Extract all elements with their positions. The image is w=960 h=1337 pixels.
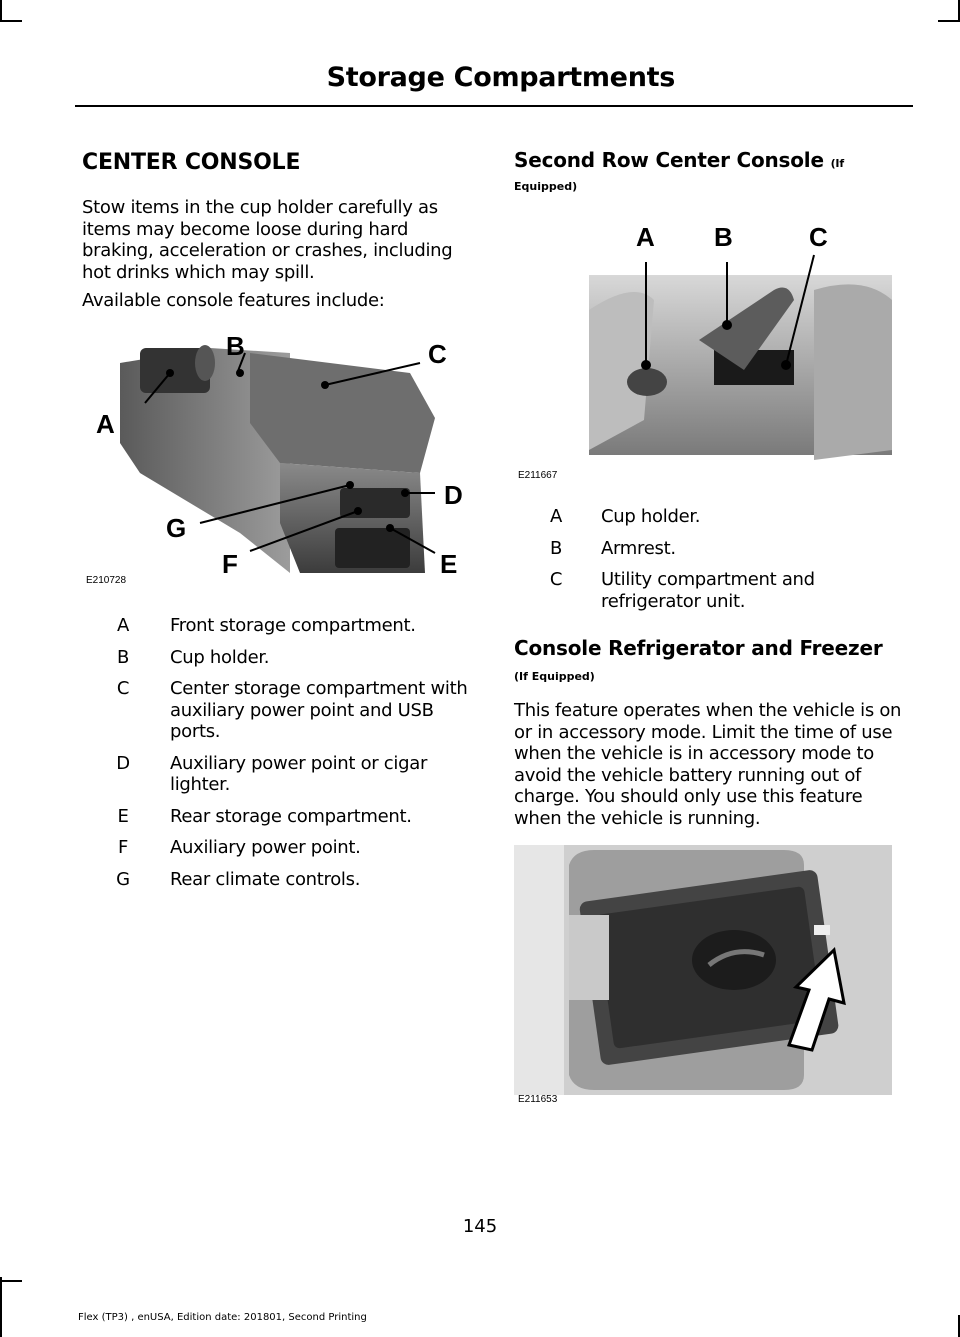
- legend-text: Auxiliary power point or cigar lighter.: [170, 752, 428, 795]
- legend-letter: A: [549, 506, 562, 527]
- callout-a: A: [96, 409, 115, 439]
- refrigerator-illustration: [514, 845, 892, 1095]
- second-row-heading: [514, 148, 844, 172]
- crop-mark-bottom-left: [0, 1277, 2, 1337]
- legend-text: Armrest.: [601, 537, 676, 559]
- legend-letter: B: [549, 537, 563, 559]
- page-header-title: Storage Compartments: [326, 62, 675, 93]
- features-intro: Available console features include:: [82, 290, 385, 311]
- legend-text: Rear storage compartment.: [170, 805, 412, 827]
- callout-f: F: [222, 549, 238, 579]
- figure-code: E211667: [518, 470, 558, 481]
- legend-row: [110, 678, 470, 743]
- second-row-console-illustration: [514, 220, 892, 485]
- center-console-heading: CENTER CONSOLE: [82, 150, 301, 175]
- crop-mark-top-right: [938, 20, 960, 22]
- second-row-legend: [543, 506, 903, 622]
- legend-letter: D: [116, 752, 130, 774]
- refrigerator-body: This feature operates when the vehicle is on or in accessory mode. Limit the time of use when the vehicle is in accessory mode to avoid the vehicle battery running out of charge. You should only use this feature when the vehicle is running.: [514, 700, 902, 829]
- header-rule: [75, 105, 913, 107]
- legend-text: Front storage compartment.: [170, 615, 416, 636]
- legend-letter: A: [116, 615, 129, 636]
- callout-g: G: [166, 513, 187, 543]
- legend-row: [110, 869, 470, 891]
- legend-text: Center storage compartment with auxiliary power point and USB ports.: [170, 678, 468, 742]
- center-console-figure: [80, 323, 475, 593]
- legend-text: Cup holder.: [601, 506, 701, 527]
- legend-letter: B: [116, 646, 130, 668]
- legend-row: [110, 837, 470, 859]
- legend-letter: G: [116, 868, 130, 890]
- second-row-heading-text: Second Row Center Console: [514, 148, 824, 172]
- legend-text: Rear climate controls.: [170, 868, 361, 890]
- legend-row: [110, 753, 470, 796]
- legend-row: [543, 538, 903, 560]
- legend-text: Utility compartment and refrigerator unit.: [601, 569, 815, 612]
- callout-c: C: [428, 339, 447, 369]
- legend-letter: C: [116, 678, 130, 699]
- center-console-legend: [110, 615, 470, 900]
- callout-c: C: [809, 222, 828, 252]
- callout-b: B: [714, 222, 733, 252]
- second-row-console-figure: [514, 220, 892, 485]
- legend-row: [543, 506, 903, 528]
- figure-code: E210728: [86, 575, 127, 586]
- legend-row: [110, 647, 470, 669]
- footer-edition-text: Flex (TP3) , enUSA, Edition date: 201801, Second Printing: [78, 1312, 367, 1323]
- center-console-illustration: [80, 323, 475, 593]
- figure-code: E211653: [518, 1094, 558, 1105]
- refrigerator-figure: [514, 845, 892, 1110]
- legend-letter: F: [117, 837, 129, 858]
- legend-row: [110, 806, 470, 828]
- callout-a: A: [636, 222, 655, 252]
- legend-row: [543, 569, 903, 612]
- legend-letter: E: [117, 805, 129, 827]
- page-number: 145: [462, 1216, 498, 1237]
- callout-b: B: [226, 331, 245, 361]
- legend-row: [110, 615, 470, 637]
- callout-d: D: [444, 480, 463, 510]
- center-console-intro: Stow items in the cup holder carefully as items may become loose during hard braking, acceleration or crashes, including hot drinks which may spill.: [82, 197, 453, 283]
- refrigerator-heading: Console Refrigerator and Freezer: [514, 636, 883, 660]
- crop-mark-bottom-left: [0, 1280, 22, 1282]
- callout-e: E: [440, 549, 458, 579]
- refrigerator-subheading: (If Equipped): [514, 670, 595, 683]
- legend-text: Cup holder.: [170, 646, 270, 668]
- legend-text: Auxiliary power point.: [170, 837, 361, 858]
- legend-letter: C: [549, 569, 563, 590]
- second-row-heading-suffix: (If: [830, 157, 844, 170]
- second-row-heading-line2: Equipped): [514, 180, 578, 193]
- crop-mark-top-left: [0, 20, 22, 22]
- crop-mark-top-left: [0, 0, 2, 22]
